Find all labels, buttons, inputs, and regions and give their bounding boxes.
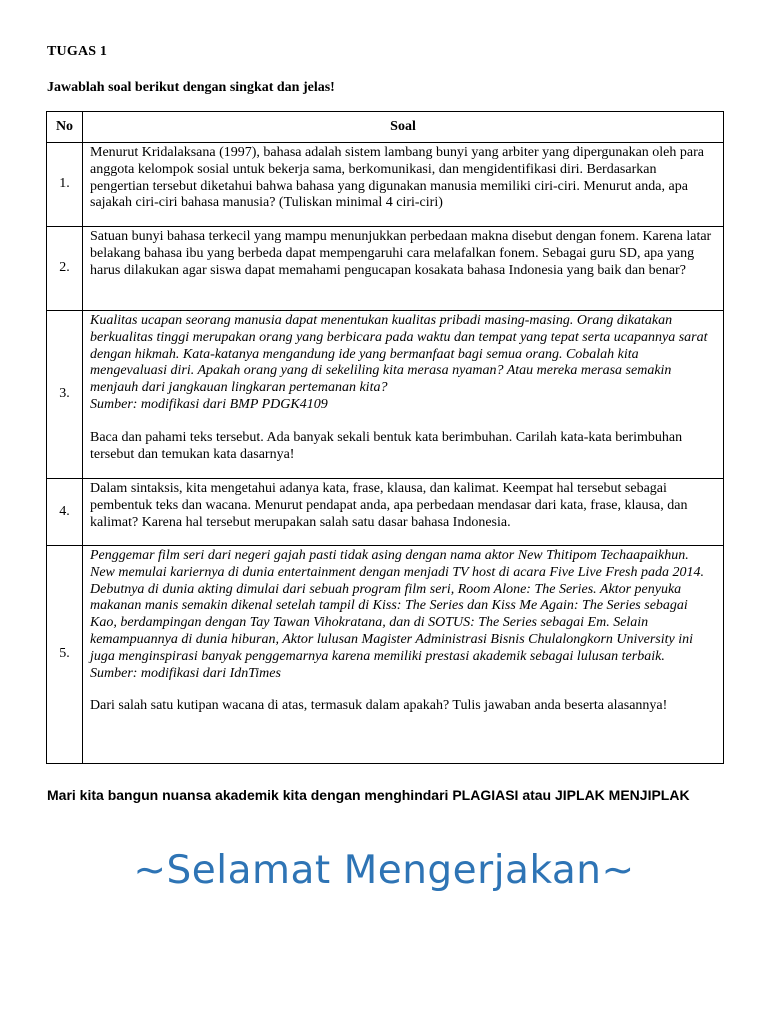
- reading-passage: Kualitas ucapan seorang manusia dapat menentukan kualitas pribadi masing-masing. Orang dikatakan berkualitas tinggi merupakan orang yang berbicara pada waktu dan tempat yang tepat serta ucapannya sarat dengan hikmah. Kata-katanya mengandung ide yang bermanfaat bagi semua orang. Cobalah kita mengevaluasi diri. Apakah orang yang di sekeliling kita merasa nyaman? Atau mereka merasa semakin menjauh dari jangkauan lingkaran pertemanan kita?: [90, 313, 708, 396]
- question-body: Dari salah satu kutipan wacana di atas, termasuk dalam apakah? Tulis jawaban anda beserta alasannya!: [90, 698, 668, 714]
- question-body: Dalam sintaksis, kita mengetahui adanya kata, frase, klausa, dan kalimat. Keempat hal tersebut sebagai pembentuk teks dan wacana. Menurut pendapat anda, apa perbedaan mendasar dari kata, frase, klausa, dan kalimat? Karena hal tersebut merupakan salah satu dasar bahasa Indonesia.: [90, 481, 688, 530]
- question-text: [83, 143, 724, 227]
- table-row: [47, 479, 724, 546]
- question-body: Baca dan pahami teks tersebut. Ada banyak sekali bentuk kata berimbuhan. Carilah kata-kata berimbuhan tersebut dan temukan kata dasarnya!: [90, 429, 683, 462]
- plagiarism-notice: Mari kita bangun nuansa akademik kita dengan menghindari PLAGIASI atau JIPLAK MENJIPLAK: [47, 787, 690, 803]
- document-title: TUGAS 1: [47, 44, 108, 59]
- table-header-row: [47, 112, 724, 143]
- question-number: 1.: [47, 143, 83, 227]
- passage-source: Sumber: modifikasi dari IdnTimes: [90, 665, 281, 681]
- question-number: 4.: [47, 479, 83, 546]
- questions-table: [46, 111, 724, 764]
- table-row: [47, 227, 724, 311]
- question-number: 5.: [47, 546, 83, 764]
- header-no: No: [47, 112, 83, 143]
- table-row: [47, 546, 724, 764]
- question-body: Satuan bunyi bahasa terkecil yang mampu menunjukkan perbedaan makna disebut dengan fonem. Karena latar belakang bahasa ibu yang berbeda dapat mempengaruhi cara melafalkan fonem. Sebagai guru SD, apa yang harus dilakukan agar siswa dapat memahami pengucapan kosakata bahasa Indonesia yang baik dan benar?: [90, 229, 712, 278]
- question-body: Menurut Kridalaksana (1997), bahasa adalah sistem lambang bunyi yang arbiter yang dipergunakan oleh para anggota kelompok sosial untuk bekerja sama, berkomunikasi, dan mengidentifikasi diri. Berdasarkan pengertian tersebut diketahui bahwa bahasa yang digunakan manusia memiliki ciri-ciri. Menurut anda, apa sajakah ciri-ciri bahasa manusia? (Tuliskan minimal 4 ciri-ciri): [90, 145, 704, 211]
- question-text: [83, 546, 724, 764]
- table-row: [47, 311, 724, 479]
- header-soal: Soal: [83, 112, 724, 143]
- closing-greeting: ~Selamat Mengerjakan~: [133, 848, 635, 893]
- question-text: [83, 311, 724, 479]
- question-text: [83, 227, 724, 311]
- question-number: 2.: [47, 227, 83, 311]
- instruction-text: Jawablah soal berikut dengan singkat dan jelas!: [47, 80, 335, 95]
- table-row: [47, 143, 724, 227]
- question-number: 3.: [47, 311, 83, 479]
- reading-passage: Penggemar film seri dari negeri gajah pasti tidak asing dengan nama aktor New Thitipom Techaapaikhun. New memulai kariernya di dunia entertainment dengan menjadi TV host di acara Five Live Fresh pada 2014. Debutnya di dunia akting dimulai dari sebuah program film seri, Room Alone: The Series. Aktor penyuka makanan manis semakin dikenal setelah tampil di Kiss: The Series dan Kiss Me Again: The Series sebagai Kao, berdampingan dengan Tay Tawan Vihokratana, dan di SOTUS: The Series sebagai Em. Selain kemampuannya di dunia hiburan, Aktor lulusan Magister Administrasi Bisnis Chulalongkorn University ini juga menginspirasi banyak penggemarnya karena memiliki prestasi akademik sebagai lulusan terbaik.: [90, 548, 704, 664]
- passage-source: Sumber: modifikasi dari BMP PDGK4109: [90, 396, 328, 412]
- question-text: [83, 479, 724, 546]
